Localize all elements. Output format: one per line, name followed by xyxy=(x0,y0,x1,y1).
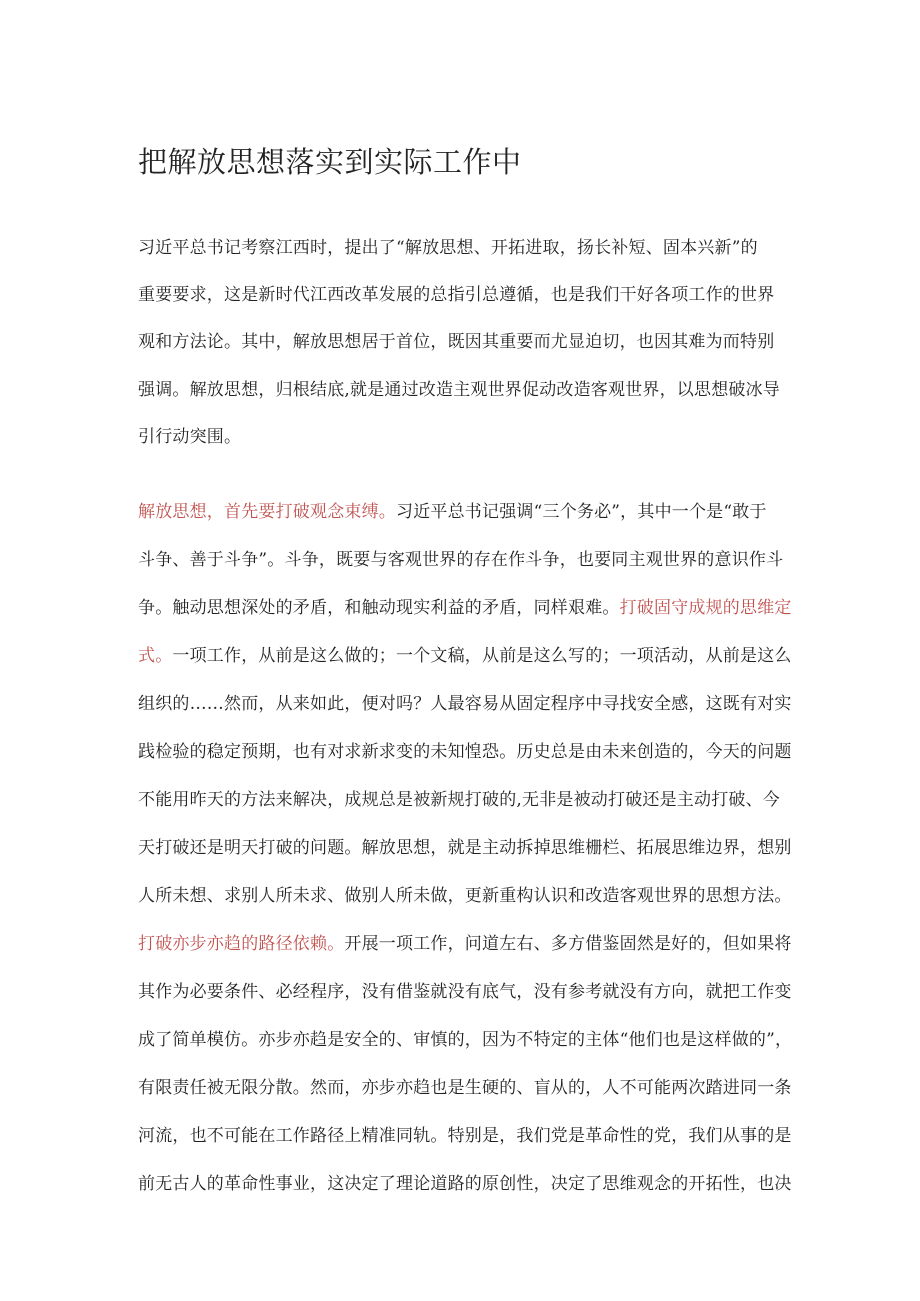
paragraph2-line-10 xyxy=(138,929,792,954)
highlight-heading: 打破亦步亦趋的路径依赖。 xyxy=(138,934,345,954)
paragraph1-line-3: 观和方法论。其中，解放思想居于首位，既因其重要而尤显迫切，也因其难为而特别 xyxy=(138,332,775,352)
paragraph2-line-7: 不能用昨天的方法来解决，成规总是被新规打破的,无非是被动打破还是主动打破、今 xyxy=(138,790,781,810)
paragraph2-line-13: 有限责任被无限分散。然而，亦步亦趋也是生硬的、盲从的，人不可能两次踏进同一条 xyxy=(138,1078,792,1098)
highlight-heading: 打破固守成规的思维定 xyxy=(619,598,792,618)
paragraph2-line-4 xyxy=(138,641,792,666)
line-text: 习近平总书记强调“三个务必”，其中一个是“敢于 xyxy=(396,502,767,522)
paragraph2-line-8: 天打破还是明天打破的问题。解放思想，就是主动拆掉思维栅栏、拓展思维边界，想别 xyxy=(138,838,792,858)
paragraph2-line-9: 人所未想、求别人所未求、做别人所未做，更新重构认识和改造客观世界的思想方法。 xyxy=(138,886,792,906)
paragraph2-line-11: 其作为必要条件、必经程序，没有借鉴就没有底气，没有参考就没有方向，就把工作变 xyxy=(138,982,792,1002)
line-text: 开展一项工作，问道左右、多方借鉴固然是好的，但如果将 xyxy=(344,934,792,954)
line-text: 一项工作，从前是这么做的；一个文稿，从前是这么写的；一项活动，从前是这么 xyxy=(172,646,792,666)
paragraph1-line-2: 重要要求，这是新时代江西改革发展的总指引总遵循，也是我们干好各项工作的世界 xyxy=(138,285,775,305)
paragraph2-line-14: 河流，也不可能在工作路径上精准同轨。特别是，我们党是革命性的党，我们从事的是 xyxy=(138,1126,792,1146)
paragraph1-line-4: 强调。解放思想，归根结底,就是通过改造主观世界促动改造客观世界，以思想破冰导 xyxy=(138,380,781,400)
paragraph2-line-2: 斗争、善于斗争”。斗争，既要与客观世界的存在作斗争，也要同主观世界的意识作斗 xyxy=(138,550,784,570)
paragraph2-line-1 xyxy=(138,497,767,522)
highlight-heading: 解放思想，首先要打破观念束缚。 xyxy=(138,502,396,522)
paragraph1-line-5: 引行动突围。 xyxy=(138,427,242,447)
paragraph2-line-15: 前无古人的革命性事业，这决定了理论道路的原创性，决定了思维观念的开拓性，也决 xyxy=(138,1174,792,1194)
paragraph1-line-1: 习近平总书记考察江西时，提出了“解放思想、开拓进取，扬长补短、固本兴新”的 xyxy=(138,238,758,258)
highlight-heading: 式。 xyxy=(138,646,173,666)
paragraph2-line-6: 践检验的稳定预期，也有对求新求变的未知惶恐。历史总是由未来创造的，今天的问题 xyxy=(138,742,792,762)
paragraph2-line-3 xyxy=(138,593,792,618)
line-text: 争。触动思想深处的矛盾，和触动现实利益的矛盾，同样艰难。 xyxy=(138,598,620,618)
paragraph2-line-12: 成了简单模仿。亦步亦趋是安全的、审慎的，因为不特定的主体“他们也是这样做的”， xyxy=(138,1030,793,1050)
page-title: 把解放思想落实到实际工作中 xyxy=(138,145,522,179)
paragraph2-line-5: 组织的……然而，从来如此，便对吗？人最容易从固定程序中寻找安全感，这既有对实 xyxy=(138,694,792,714)
